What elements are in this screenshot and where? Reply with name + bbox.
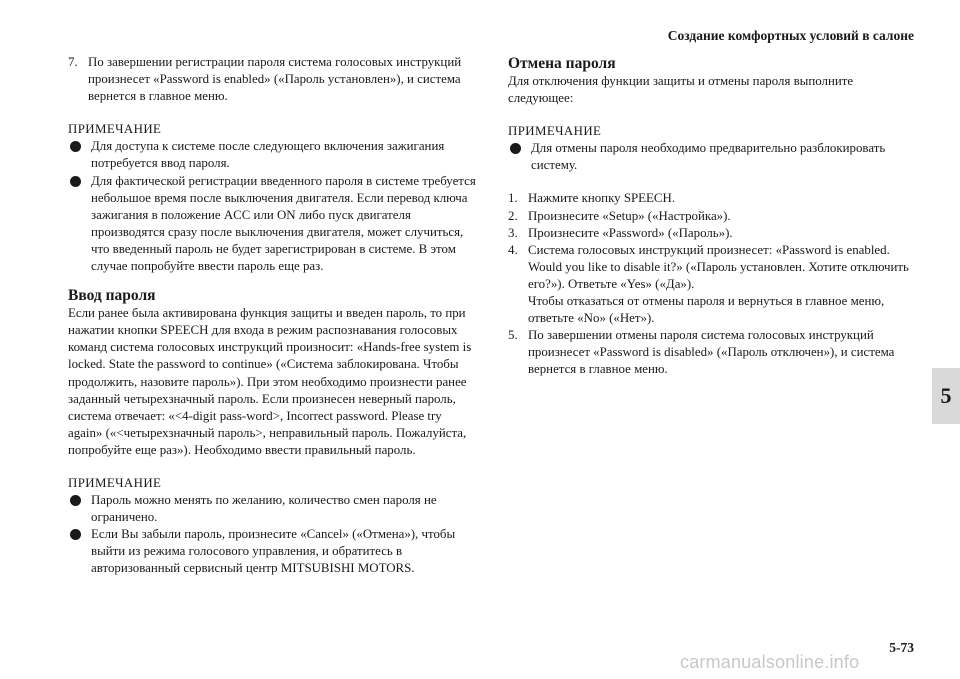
step-text: По завершении отмены пароля система голосовых инструкций произнесет «Password is disabled» («Пароль отключен»), и система вернется в главное меню. [528, 328, 895, 377]
bullet-icon [70, 495, 81, 506]
step-number: 3. [508, 225, 518, 240]
note-bullet [508, 140, 918, 174]
step-item [508, 242, 918, 327]
running-header: Создание комфортных условий в салоне [667, 28, 914, 43]
note-bullet [68, 492, 478, 526]
note-bullet [68, 173, 478, 276]
bullet-icon [70, 529, 81, 540]
step-number: 1. [508, 191, 518, 206]
bullet-icon [70, 141, 81, 152]
step-text: Система голосовых инструкций произнесет: «Password is enabled. Would you like to disable it?» («Пароль установлен. Хотите отключить его?»). Ответьте «Yes» («Да»). [528, 242, 909, 291]
note-bullet-text: Пароль можно менять по желанию, количество смен пароля не ограничено. [91, 493, 437, 525]
list-item-7 [68, 54, 478, 105]
left-column [68, 54, 478, 578]
note-bullet-text: Для фактической регистрации введенного пароля в системе требуется небольшое время после выключения двигателя. Если перевод ключа зажигания в положение ACC или ON либо пуск двигателя производятся сразу после выключения двигателя, может случиться, что введенный пароль не будет зарегистрирован в системе. В этом случае попробуйте ввести пароль еще раз. [91, 173, 476, 274]
step-item [508, 190, 918, 207]
note-label: ПРИМЕЧАНИЕ [68, 122, 162, 137]
watermark: carmanualsonline.info [680, 652, 860, 672]
bullet-icon [70, 176, 81, 187]
section-body: Если ранее была активирована функция защиты и введен пароль, то при нажатии кнопки SPEECH для входа в режим распознавания голосовых команд система голосовых инструкций произносит: «Hands-free system is locked. State the password to continue» («Система заблокирована. Чтобы продолжить, назовите пароль»). При этом необходимо произнести ранее заданный четырехзначный пароль. Если произнесен неверный пароль, система отвечает: «<4-digit pass-word>, Incorrect password. Please try again» («<четырехзначный пароль>, неправильный пароль. Пожалуйста, попробуйте еще раз»). Необходимо ввести правильный пароль. [68, 306, 472, 457]
step-text: Произнесите «Password» («Пароль»). [528, 225, 733, 240]
list-item-number: 7. [68, 55, 78, 69]
steps-list [508, 190, 918, 378]
list-item-text: По завершении регистрации пароля система голосовых инструкций произнесет «Password is enabled» («Пароль установлен»), и система вернется в главное меню. [88, 55, 462, 104]
step-extra-text: Чтобы отказаться от отмены пароля и вернуться в главное меню, ответьте «No» («Нет»). [528, 294, 885, 326]
note-bullet-text: Для отмены пароля необходимо предварительно разблокировать систему. [531, 141, 886, 173]
note-label: ПРИМЕЧАНИЕ [508, 124, 602, 139]
step-number: 2. [508, 208, 518, 223]
page-number: 5-73 [889, 640, 914, 655]
right-column [508, 54, 918, 379]
note-bullet [68, 138, 478, 172]
step-text: Нажмите кнопку SPEECH. [528, 191, 676, 206]
section-heading-cancel-password: Отмена пароля [508, 55, 616, 72]
section-heading-enter-password: Ввод пароля [68, 287, 156, 305]
step-number: 4. [508, 242, 518, 257]
step-text: Произнесите «Setup» («Настройка»). [528, 208, 731, 223]
bullet-icon [510, 143, 521, 154]
note-label: ПРИМЕЧАНИЕ [68, 475, 162, 490]
chapter-tab: 5 [932, 368, 960, 424]
step-item [508, 225, 918, 242]
note-bullet-text: Если Вы забыли пароль, произнесите «Cancel» («Отмена»), чтобы выйти из режима голосового управления, и обратитесь в авторизованный сервисный центр MITSUBISHI MOTORS. [91, 527, 456, 576]
step-body [528, 242, 918, 327]
note-bullet [68, 526, 478, 577]
section-intro: Для отключения функции защиты и отмены пароля выполните следующее: [508, 74, 854, 106]
step-number: 5. [508, 328, 518, 343]
step-item [508, 327, 918, 378]
step-item [508, 208, 918, 225]
note-bullet-text: Для доступа к системе после следующего включения зажигания потребуется ввод пароля. [91, 139, 445, 171]
